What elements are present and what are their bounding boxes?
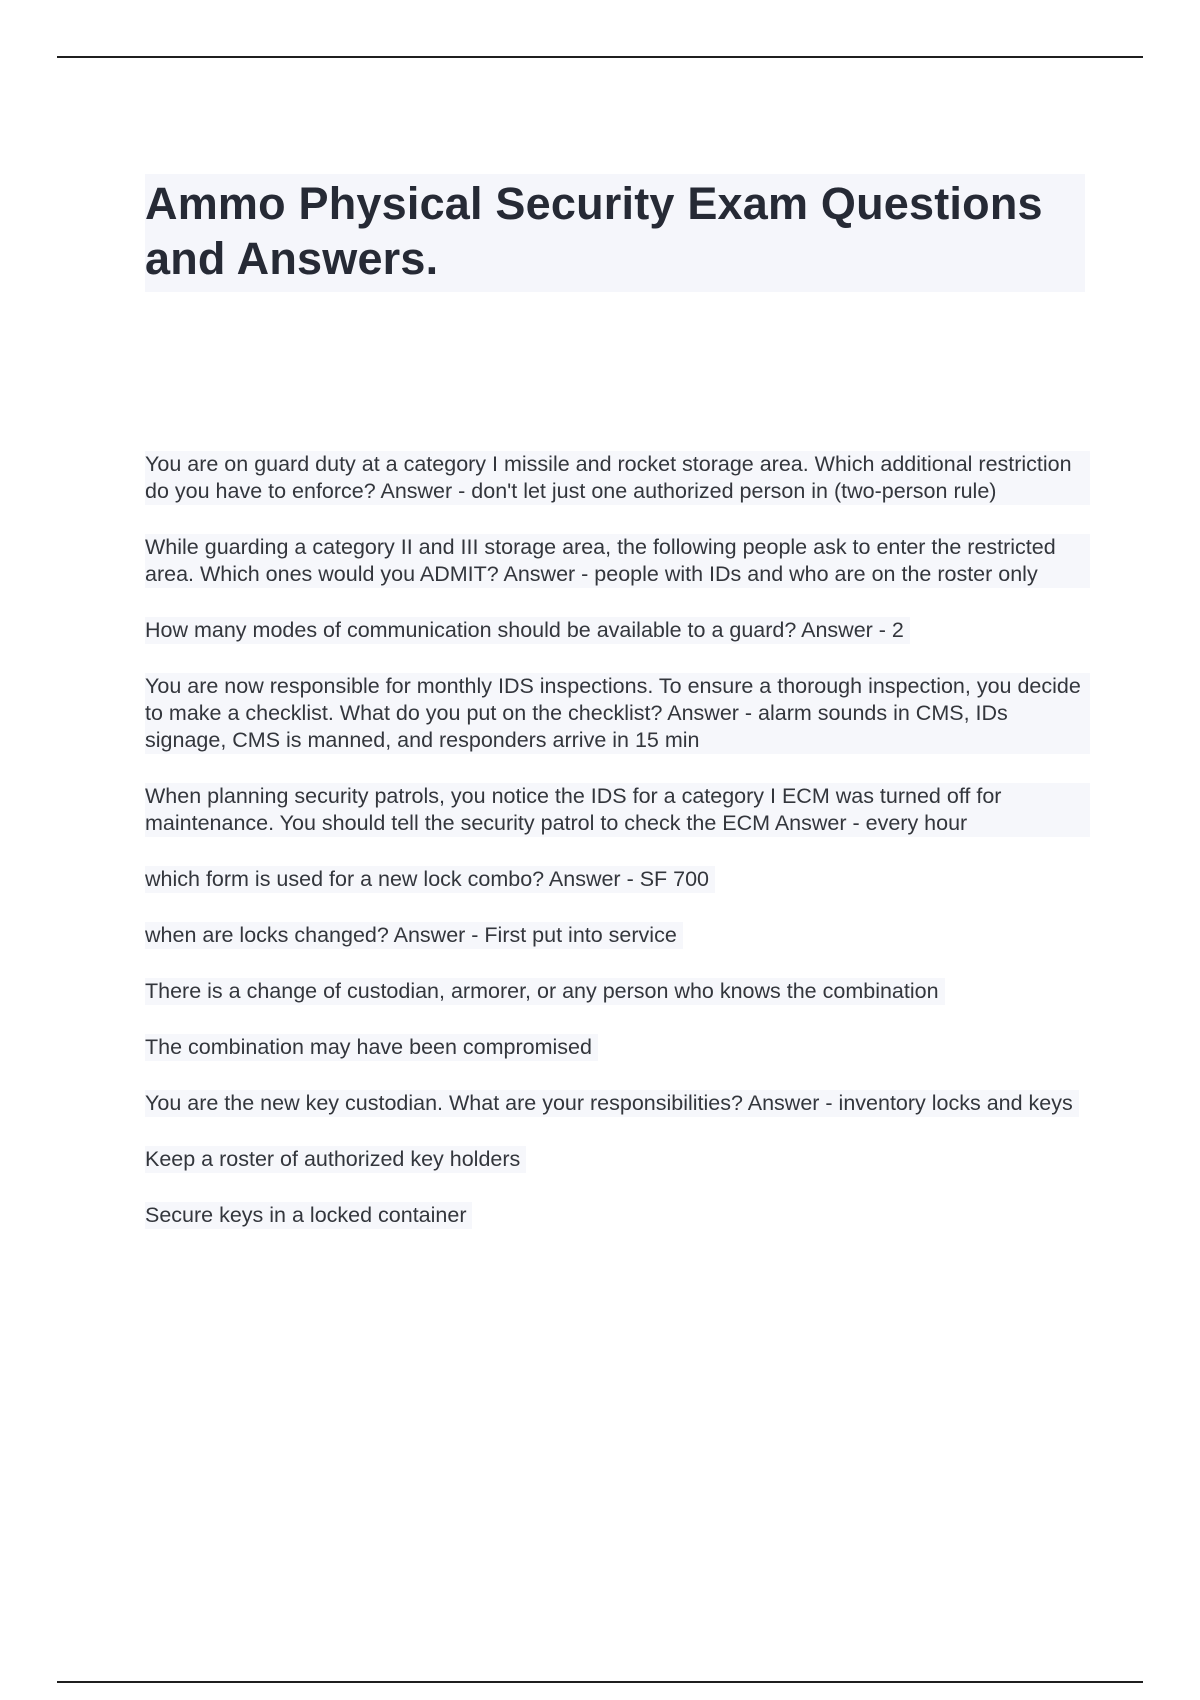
bottom-divider: [57, 1681, 1143, 1683]
qa-item: when are locks changed? Answer - First put into service: [145, 922, 683, 949]
qa-item: Keep a roster of authorized key holders: [145, 1146, 526, 1173]
top-divider: [57, 56, 1143, 58]
qa-item: When planning security patrols, you notice the IDS for a category I ECM was turned off for maintenance. You should tell the security patrol to check the ECM Answer - every hour: [145, 783, 1090, 837]
qa-item: The combination may have been compromised: [145, 1034, 598, 1061]
qa-item: There is a change of custodian, armorer, or any person who knows the combination: [145, 978, 945, 1005]
title-block: [145, 174, 1085, 292]
qa-item: You are the new key custodian. What are your responsibilities? Answer - inventory locks and keys: [145, 1090, 1079, 1117]
qa-list: [145, 451, 1090, 1258]
qa-item: Secure keys in a locked container: [145, 1202, 472, 1229]
qa-item: How many modes of communication should be available to a guard? Answer - 2: [145, 617, 910, 644]
page-title: Ammo Physical Security Exam Questions and Answers.: [145, 178, 1043, 284]
qa-item: While guarding a category II and III storage area, the following people ask to enter the restricted area. Which ones would you ADMIT? Answer - people with IDs and who are on the roster only: [145, 534, 1090, 588]
qa-item: You are now responsible for monthly IDS inspections. To ensure a thorough inspection, you decide to make a checklist. What do you put on the checklist? Answer - alarm sounds in CMS, IDs signage, CMS is manned, and responders arrive in 15 min: [145, 673, 1090, 754]
qa-item: You are on guard duty at a category I missile and rocket storage area. Which additional restriction do you have to enforce? Answer - don't let just one authorized person in (two-person rule): [145, 451, 1090, 505]
qa-item: which form is used for a new lock combo? Answer - SF 700: [145, 866, 715, 893]
